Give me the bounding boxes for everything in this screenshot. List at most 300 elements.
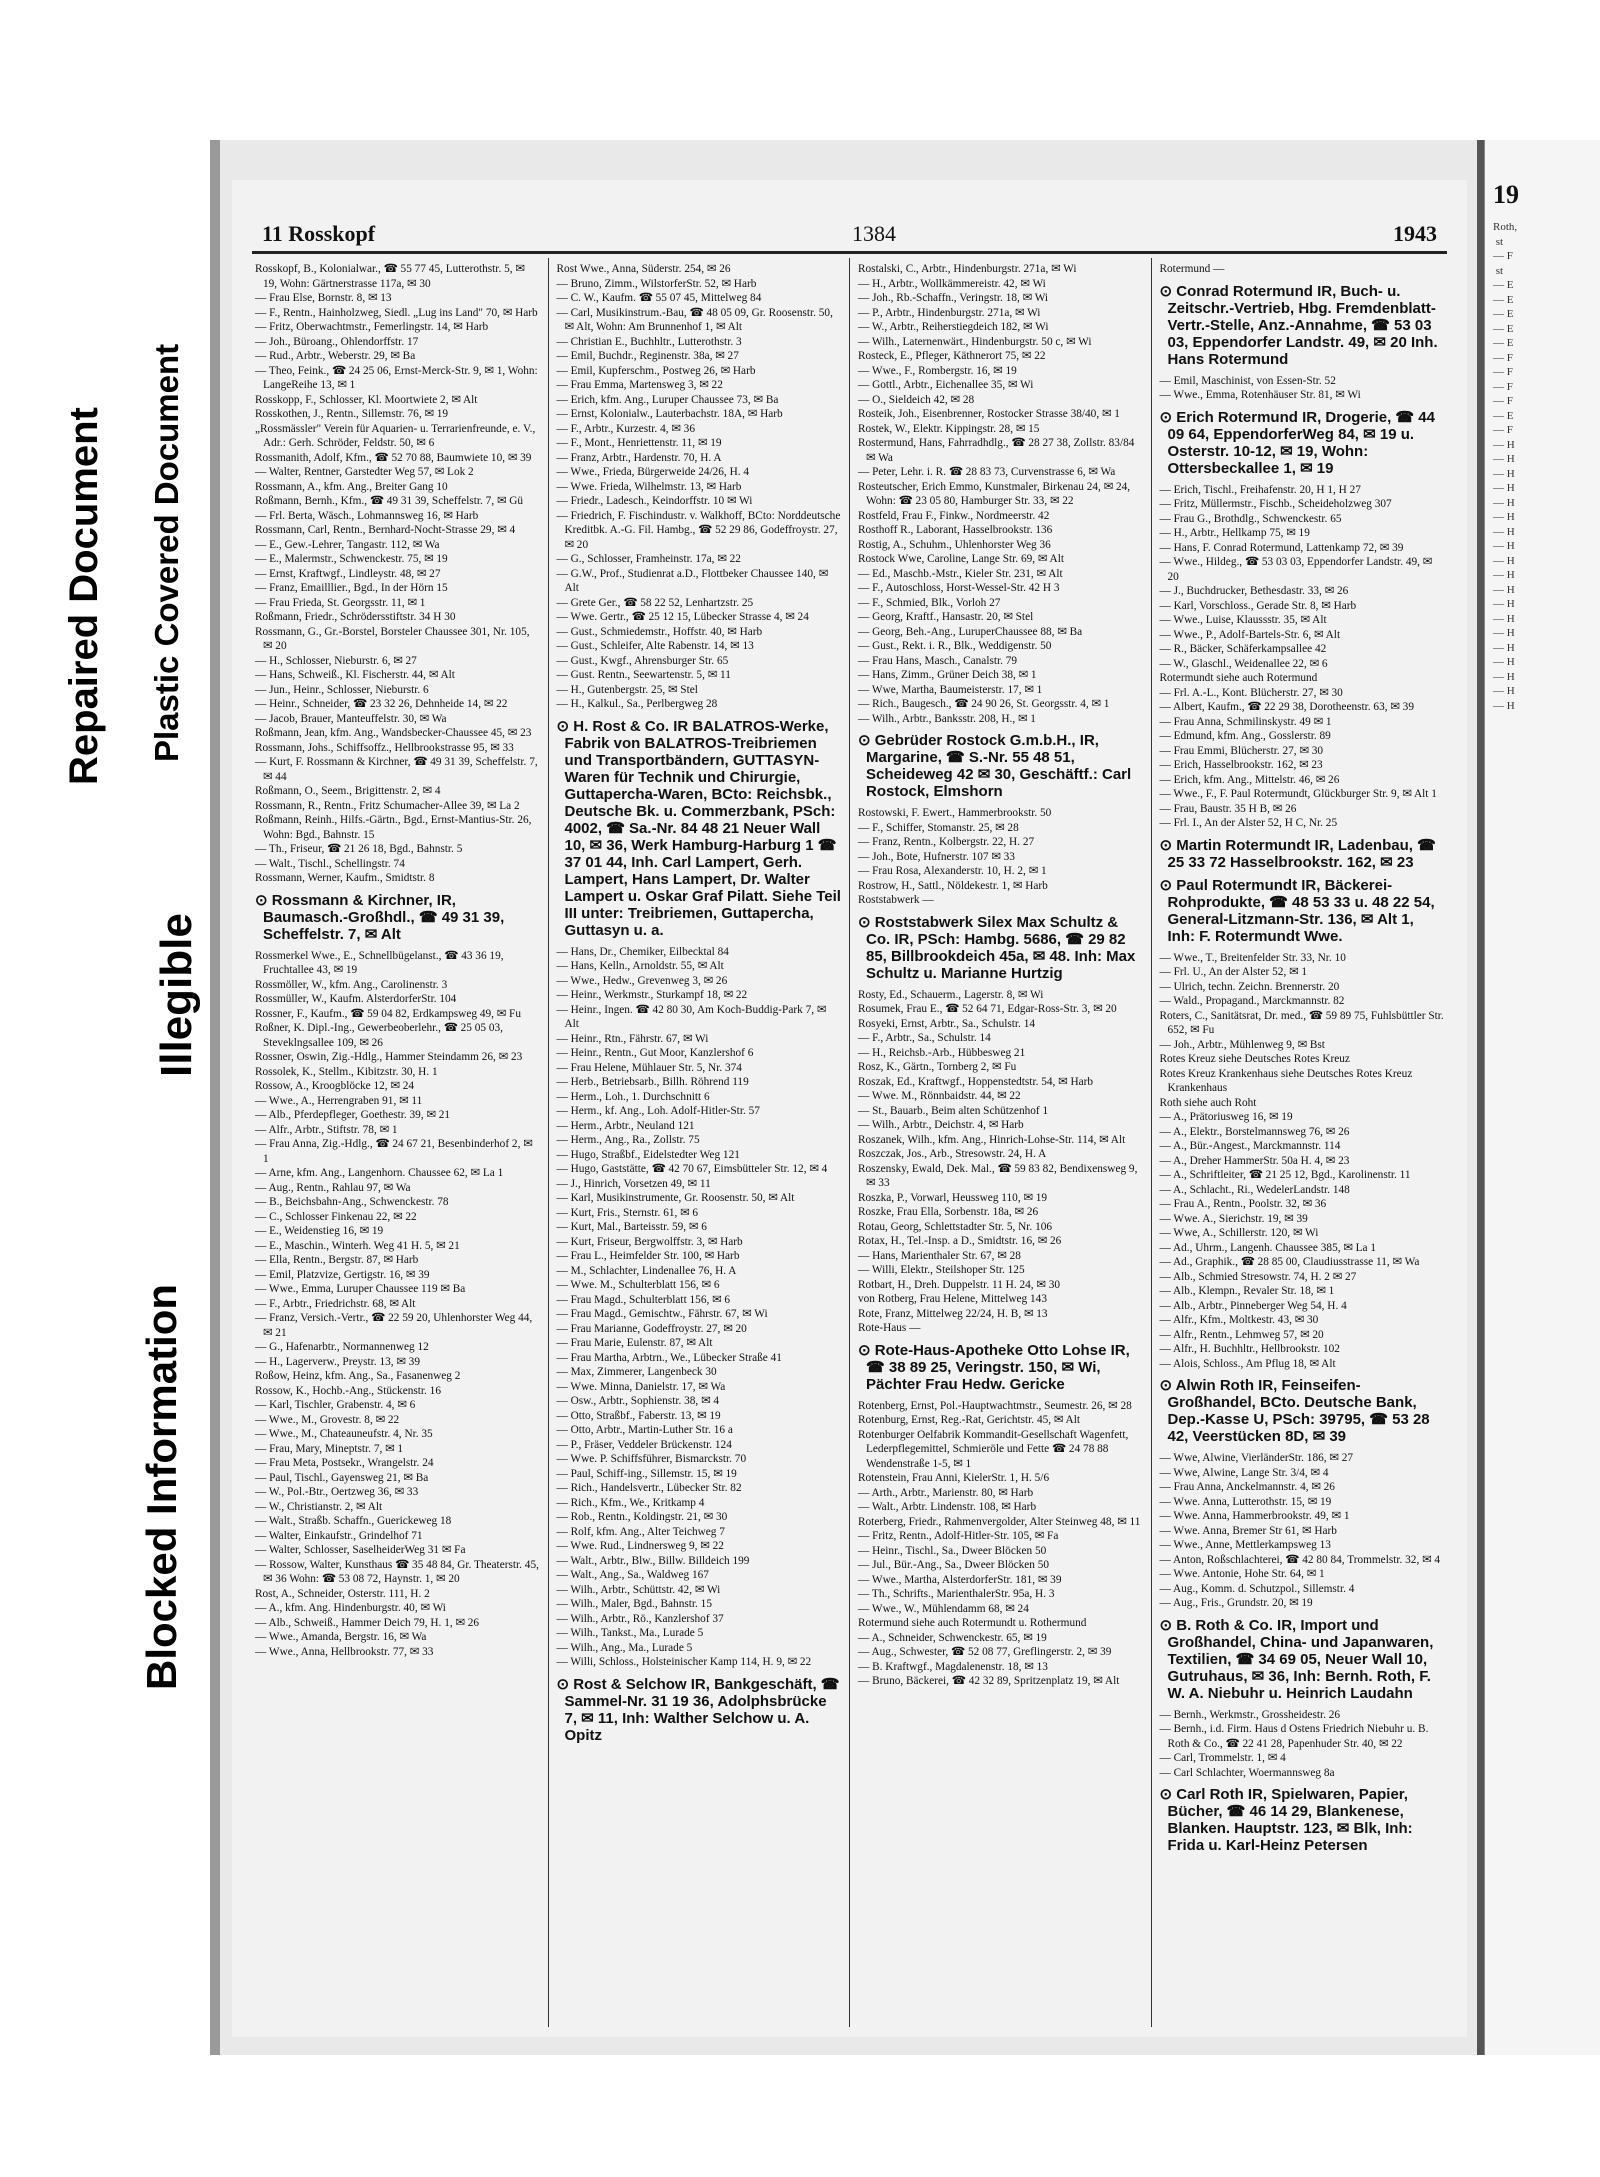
directory-entry: Rotenstein, Frau Anni, KielerStr. 1, H. 5/6 [858, 1472, 1050, 1484]
directory-entry: Rostowski, F. Ewert., Hammerbrookstr. 50 [858, 807, 1052, 819]
directory-entry: — Kurt, Mal., Barteisstr. 59, ✉ 6 [556, 1221, 707, 1233]
directory-entry: — Alb., Schmied Stresowstr. 74, H. 2 ✉ 27 [1159, 1270, 1357, 1283]
directory-entry: Rossmüller, W., Kaufm. AlsterdorferStr. 104 [255, 993, 457, 1005]
directory-entry: — Wilh., Ang., Ma., Lurade 5 [556, 1641, 693, 1654]
directory-entry: — A., Schlacht., Ri., WedelerLandstr. 148 [1159, 1183, 1350, 1196]
directory-entry: — Heinr., Rtn., Fährstr. 67, ✉ Wi [556, 1032, 709, 1045]
directory-entry: — Frau Anna, Anckelmannstr. 4, ✉ 26 [1159, 1481, 1335, 1493]
directory-entry: ⊙ H. Rost & Co. IR BALATROS-Werke, Fabrik von BALATROS-Treibriemen und Transportbändern, GUTTASYN-Waren für Technik und Chirurgie, Guttapercha-Waren, BCto: Reichsbk., Deutsche Bk. u. Commerzbank, PSch: 4002, ☎ Sa.-Nr. 84 48 21 Neuer Wall 10, ✉ 36, Werk Hamburg-Harburg 1 ☎ 37 01 44, Inh. Carl Lampert, Gerh. Lampert, Hans Lampert, Dr. Walter Lampert u. Oskar Graf Pilatt. Siehe Teil III unter: Treibriemen, Guttapercha, Guttasyn u. a. [556, 717, 841, 939]
directory-entry: Rossmanith, Adolf, Kfm., ☎ 52 70 88, Baumwiete 10, ✉ 39 [255, 451, 532, 464]
directory-entry: — Wwe. Rud., Lindnersweg 9, ✉ 22 [556, 1540, 724, 1552]
directory-entry: — Wwe. Anna, Lutterothstr. 15, ✉ 19 [1159, 1495, 1332, 1508]
directory-entry: — Bruno, Zimm., WilstorferStr. 52, ✉ Harb [556, 277, 757, 290]
directory-entry: — Frau Magd., Gemischtw., Fährstr. 67, ✉ Wi [556, 1308, 768, 1320]
directory-entry: — Paul, Tischl., Gayensweg 21, ✉ Ba [255, 1471, 429, 1484]
header-year: 1943 [1393, 221, 1437, 246]
directory-entry: Roßner, K. Dipl.-Ing., Gewerbeoberlehr., ☎ 25 05 03, Steveklngsallee 109, ✉ 26 [255, 1022, 503, 1049]
directory-entry: — Otto, Straßbf., Faberstr. 13, ✉ 19 [556, 1409, 721, 1422]
directory-entry: — F., Arbtr., Friedrichstr. 68, ✉ Alt [255, 1297, 416, 1310]
directory-entry: — Frl. Berta, Wäsch., Lohmannsweg 16, ✉ Harb [255, 509, 479, 522]
directory-entry: — Franz, Arbtr., Hardenstr. 70, H. A [556, 451, 722, 464]
directory-entry: ⊙ Carl Roth IR, Spielwaren, Papier, Bücher, ☎ 46 14 29, Blankenese, Blanken. Hauptstr. 123, ✉ Blk, Inh: Frida u. Karl-Heinz Petersen [1159, 1786, 1413, 1854]
directory-entry: — Wwe., Hildeg., ☎ 53 03 03, Eppendorfer Landstr. 49, ✉ 20 [1159, 556, 1433, 583]
directory-entry: — E., Weidenstieg 16, ✉ 19 [255, 1225, 384, 1237]
directory-entry: — Wwe. Gertr., ☎ 25 12 15, Lübecker Strasse 4, ✉ 24 [556, 611, 809, 623]
directory-entry: — Wwe., Anna, Hellbrookstr. 77, ✉ 33 [255, 1645, 434, 1658]
directory-entry: Rosskopf, B., Kolonialwar., ☎ 55 77 45, Lutterothstr. 5, ✉ 19, Wohn: Gärtnerstrasse 117a, ✉ 30 [255, 263, 525, 290]
directory-entry: — Aug., Komm. d. Schutzpol., Sillemstr. 4 [1159, 1582, 1355, 1595]
directory-entry: — Peter, Lehr. i. R. ☎ 28 83 73, Curvenstrasse 6, ✉ Wa [858, 466, 1116, 478]
directory-entry: — J., Hinrich, Vorsetzen 49, ✉ 11 [556, 1177, 711, 1190]
directory-entry: — Karl, Musikinstrumente, Gr. Roosenstr. 50, ✉ Alt [556, 1192, 795, 1204]
directory-entry: — Willi, Elektr., Steilshoper Str. 125 [858, 1264, 1025, 1276]
directory-entry: — Wwe., P., Adolf-Bartels-Str. 6, ✉ Alt [1159, 628, 1341, 641]
directory-entry: — Frau Meta, Postsekr., Wrangelstr. 24 [255, 1457, 434, 1469]
directory-entry: — Rob., Rentn., Koldingstr. 21, ✉ 30 [556, 1511, 728, 1523]
directory-entry: Rosskothen, J., Rentn., Sillemstr. 76, ✉ 19 [255, 408, 449, 420]
directory-entry: — Wwe. Anna, Hammerbrookstr. 49, ✉ 1 [1159, 1510, 1350, 1522]
directory-entry: — Karl, Tischler, Grabenstr. 4, ✉ 6 [255, 1399, 416, 1411]
directory-entry: — Theo, Feink., ☎ 24 25 06, Ernst-Merck-Str. 9, ✉ 1, Wohn: LangeReihe 13, ✉ 1 [255, 364, 538, 391]
directory-entry: Rosz, K., Gärtn., Tornberg 2, ✉ Fu [858, 1061, 1017, 1073]
directory-entry: — Frau Anna, Schmilinskystr. 49 ✉ 1 [1159, 715, 1332, 728]
directory-entry: — Frau A., Rentn., Poolstr. 32, ✉ 36 [1159, 1198, 1327, 1210]
directory-entry: — Frau Marianne, Godeffroystr. 27, ✉ 20 [556, 1322, 747, 1335]
directory-entry: — Grete Ger., ☎ 58 22 52, Lenhartzstr. 25 [556, 596, 754, 609]
label-plastic-covered-document: Plastic Covered Document [148, 343, 185, 762]
directory-entry: — Emil, Platzvize, Gertigstr. 16, ✉ 39 [255, 1268, 430, 1281]
directory-entry: — Wwe, Alwine, VierländerStr. 186, ✉ 27 [1159, 1452, 1353, 1464]
adjacent-page-edge [1484, 140, 1600, 2055]
directory-entry: — Franz, Rentn., Kolbergstr. 22, H. 27 [858, 836, 1035, 848]
entry-columns [247, 258, 1452, 2027]
directory-entry: — Wwe., Luise, Klaussstr. 35, ✉ Alt [1159, 614, 1327, 626]
directory-entry: — Erich, kfm. Ang., Mittelstr. 46, ✉ 26 [1159, 773, 1340, 786]
directory-entry: — Frau, Baustr. 35 H B, ✉ 26 [1159, 802, 1297, 815]
directory-entry: — Wilh., Arbtr., Deichstr. 4, ✉ Harb [858, 1119, 1024, 1131]
directory-entry: — Frau L., Heimfelder Str. 100, ✉ Harb [556, 1250, 740, 1262]
directory-entry: Rosty, Ed., Schauerm., Lagerstr. 8, ✉ Wi [858, 988, 1044, 1001]
directory-entry: — Hans, Zimm., Grüner Deich 38, ✉ 1 [858, 669, 1037, 681]
directory-entry: — Georg, Kraftf., Hansastr. 20, ✉ Stel [858, 611, 1034, 623]
directory-entry: Roßmann, O., Seem., Brigittenstr. 2, ✉ 4 [255, 785, 441, 797]
directory-entry: — A., kfm. Ang. Hindenburgstr. 40, ✉ Wi [255, 1602, 446, 1614]
directory-entry: — Heinr., Ingen. ☎ 42 80 30, Am Koch-Buddig-Park 7, ✉ Alt [556, 1003, 827, 1030]
directory-entry: — A., Dreher HammerStr. 50a H. 4, ✉ 23 [1159, 1154, 1350, 1167]
directory-entry: — R., Bäcker, Schäferkampsallee 42 [1159, 643, 1327, 655]
directory-entry: — W., Christianstr. 2, ✉ Alt [255, 1500, 383, 1513]
directory-entry: — Frau Martha, Arbtrn., We., Lübecker Straße 41 [556, 1351, 782, 1364]
directory-entry: — Frau Magd., Schulterblatt 156, ✉ 6 [556, 1293, 731, 1306]
directory-entry: ⊙ Conrad Rotermund IR, Buch- u. Zeitschr.-Vertrieb, Hbg. Fremdenblatt-Vertr.-Stelle, Anz.-Annahme, ☎ 53 03 03, Eppendorfer Landstr. 49, ✉ 20 Inh. Hans Rotermund [1159, 282, 1438, 368]
column-3 [850, 258, 1152, 2027]
directory-entry: — Ad., Uhrm., Langenh. Chaussee 385, ✉ La 1 [1159, 1241, 1377, 1254]
directory-entry: — Walter, Einkaufstr., Grindelhof 71 [255, 1529, 423, 1542]
label-illegible: Illegible [152, 913, 201, 1077]
directory-entry: — G.W., Prof., Studienrat a.D., Flottbeker Chaussee 140, ✉ Alt [556, 567, 829, 594]
directory-entry: Rost Wwe., Anna, Süderstr. 254, ✉ 26 [556, 263, 731, 275]
directory-entry: — Aug., Fris., Grundstr. 20, ✉ 19 [1159, 1597, 1313, 1609]
directory-entry: — Frl. A.-L., Kont. Blücherstr. 27, ✉ 30 [1159, 686, 1343, 699]
directory-entry: — J., Buchdrucker, Bethesdastr. 33, ✉ 26 [1159, 585, 1349, 597]
directory-entry: — Wwe., F., F. Paul Rotermundt, Glückburger Str. 9, ✉ Alt 1 [1159, 788, 1437, 800]
directory-entry: — A., Prätoriusweg 16, ✉ 19 [1159, 1111, 1293, 1123]
directory-entry: — Osw., Arbtr., Sophienstr. 38, ✉ 4 [556, 1395, 720, 1407]
directory-entry: — Wwe., Emma, Luruper Chaussee 119 ✉ Ba [255, 1283, 466, 1295]
directory-entry: — Emil, Maschinist, von Essen-Str. 52 [1159, 374, 1336, 387]
directory-entry: — Alb., Klempn., Revaler Str. 18, ✉ 1 [1159, 1285, 1335, 1297]
page-sheet [232, 180, 1467, 2037]
directory-entry: — Ella, Rentn., Bergstr. 87, ✉ Harb [255, 1254, 419, 1266]
directory-entry: — Joh., Büroang., Ohlendorffstr. 17 [255, 335, 419, 348]
directory-entry: — Albert, Kaufm., ☎ 22 29 38, Dorotheenstr. 63, ✉ 39 [1159, 701, 1414, 713]
directory-entry: — B., Beichsbahn-Ang., Schwenckestr. 78 [255, 1196, 449, 1208]
adjacent-page-text: Roth, st — F st — E — E — E — E — E — F — F — F — F — E — F — H — H — H — H — H — H — H — H — H — H — H — H — H — H — H — H — H — H — H [1493, 221, 1518, 712]
directory-entry: — Alois, Schloss., Am Pflug 18, ✉ Alt [1159, 1357, 1336, 1370]
directory-entry: — Wwe., Anne, Mettlerkampsweg 13 [1159, 1539, 1331, 1551]
directory-entry: — Rossow, Walter, Kunsthaus ☎ 35 48 84, Gr. Theaterstr. 45, ✉ 36 Wohn: ☎ 53 08 72, Haynstr. 1, ✉ 20 [255, 1558, 539, 1585]
directory-entry: — F., Mont., Henriettenstr. 11, ✉ 19 [556, 437, 722, 449]
directory-entry: — A., Schriftleiter, ☎ 21 25 12, Bgd., Karolinenstr. 11 [1159, 1169, 1411, 1181]
directory-entry: — Rich., Handelsvertr., Lübecker Str. 82 [556, 1482, 742, 1494]
directory-entry: — Wwe. M., Schulterblatt 156, ✉ 6 [556, 1279, 720, 1291]
directory-entry: — Erich, Hasselbrookstr. 162, ✉ 23 [1159, 759, 1323, 771]
column-1 [247, 258, 549, 2027]
directory-entry: Rosteik, Joh., Eisenbrenner, Rostocker Strasse 38/40, ✉ 1 [858, 408, 1120, 420]
directory-entry: Rossow, A., Kroogblöcke 12, ✉ 24 [255, 1080, 415, 1092]
directory-entry: — Friedrich, F. Fischindustr. v. Walkhoff, BCto: Norddeutsche Kreditbk. A.-G. Fil. Hambg., ☎ 52 29 86, Godeffroystr. 27, ✉ 20 [556, 509, 841, 551]
directory-entry: — Kurt, F. Rossmann & Kirchner, ☎ 49 31 39, Scheffelstr. 7, ✉ 44 [255, 756, 538, 783]
directory-entry: — Alfr., Kfm., Moltkestr. 43, ✉ 30 [1159, 1314, 1319, 1326]
directory-entry: — Ed., Maschb.-Mstr., Kieler Str. 231, ✉ Alt [858, 567, 1063, 580]
directory-entry: — Wwe. Minna, Danielstr. 17, ✉ Wa [556, 1380, 726, 1393]
directory-entry: Rosumek, Frau E., ☎ 52 64 71, Edgar-Ross-Str. 3, ✉ 20 [858, 1003, 1117, 1015]
directory-entry: Roststabwerk — [858, 894, 934, 906]
directory-entry: — Walt., Arbtr., Blw., Billw. Billdeich 199 [556, 1554, 750, 1567]
directory-entry: Roszak, Ed., Kraftwgf., Hoppenstedtstr. 54, ✉ Harb [858, 1075, 1094, 1088]
directory-entry: — Heinr., Werkmstr., Sturkampf 18, ✉ 22 [556, 989, 748, 1001]
directory-entry: — St., Bauarb., Beim alten Schützenhof 1 [858, 1104, 1049, 1117]
directory-entry: — Arth., Arbtr., Marienstr. 80, ✉ Harb [858, 1486, 1034, 1499]
directory-entry: Rostrow, H., Sattl., Nöldekestr. 1, ✉ Harb [858, 879, 1048, 892]
directory-entry: — Frl. I., An der Alster 52, H C, Nr. 25 [1159, 817, 1338, 829]
directory-entry: — Gust., Schleifer, Alte Rabenstr. 14, ✉ 13 [556, 640, 754, 652]
directory-entry: Roszka, P., Vorwarl, Heussweg 110, ✉ 19 [858, 1191, 1048, 1204]
directory-entry: Roters, C., Sanitätsrat, Dr. med., ☎ 59 89 75, Fuhlsbüttler Str. 652, ✉ Fu [1159, 1009, 1444, 1036]
directory-entry: Rote, Franz, Mittelweg 22/24, H. B, ✉ 13 [858, 1307, 1048, 1320]
directory-entry: ⊙ Gebrüder Rostock G.m.b.H., IR, Margarine, ☎ S.-Nr. 55 48 51, Scheideweg 42 ✉ 30, Geschäftf.: Carl Rostock, Elmshorn [858, 732, 1132, 800]
directory-entry: — Wwe. P. Schiffsführer, Bismarckstr. 70 [556, 1453, 747, 1465]
directory-entry: — Heinr., Tischl., Sa., Dweer Blöcken 50 [858, 1544, 1047, 1557]
directory-entry: Roth siehe auch Roht [1159, 1096, 1257, 1109]
directory-entry: — G., Hafenarbtr., Normannenweg 12 [255, 1341, 429, 1353]
directory-entry: — Frau Else, Bornstr. 8, ✉ 13 [255, 292, 392, 304]
directory-entry: Rotenburg, Ernst, Reg.-Rat, Gerichtstr. 45, ✉ Alt [858, 1414, 1080, 1426]
directory-entry: — Walt., Arbtr. Lindenstr. 108, ✉ Harb [858, 1501, 1037, 1513]
directory-entry: — Wwe, Alwine, Lange Str. 3/4, ✉ 4 [1159, 1466, 1329, 1479]
directory-entry: — H., Lagerverw., Preystr. 13, ✉ 39 [255, 1355, 420, 1368]
directory-entry: Rotenburger Oelfabrik Kommandit-Gesellschaft Wagenfett, Lederpflegemittel, Schmieröle und Fette ☎ 24 78 88 Wendenstraße 1-5, ✉ 1 [858, 1428, 1129, 1470]
directory-entry: — Heinr., Rentn., Gut Moor, Kanzlershof 6 [556, 1047, 754, 1059]
directory-entry: — Rolf, kfm. Ang., Alter Teichweg 7 [556, 1525, 725, 1538]
directory-entry: — Ad., Graphik., ☎ 28 85 00, Claudiusstrasse 11, ✉ Wa [1159, 1256, 1420, 1268]
directory-entry: Rostock Wwe, Caroline, Lange Str. 69, ✉ Alt [858, 553, 1064, 565]
directory-entry: — Alfr., H. Buchhltr., Hellbrookstr. 102 [1159, 1343, 1340, 1355]
directory-entry: Rostfeld, Frau F., Finkw., Nordmeerstr. 42 [858, 509, 1050, 522]
directory-entry: — O., Sieldeich 42, ✉ 28 [858, 393, 975, 406]
directory-entry: — Frau Emmi, Blücherstr. 27, ✉ 30 [1159, 744, 1324, 757]
directory-entry: — Walt., Straßb. Schaffn., Guerickeweg 18 [255, 1515, 452, 1527]
directory-entry: Rossow, K., Hochb.-Ang., Stückenstr. 16 [255, 1384, 441, 1397]
directory-entry: — Aug., Schwester, ☎ 52 08 77, Greflingerstr. 2, ✉ 39 [858, 1646, 1112, 1658]
directory-entry: — Bernh., Werkmstr., Grossheidestr. 26 [1159, 1708, 1341, 1721]
directory-entry: — Alb., Schweiß., Hammer Deich 79, H. 1, ✉ 26 [255, 1616, 480, 1629]
page-header [252, 215, 1447, 254]
directory-entry: — Frau Emma, Martensweg 3, ✉ 22 [556, 379, 723, 391]
directory-entry: Rotenberg, Ernst, Pol.-Hauptwachtmstr., Seumestr. 26, ✉ 28 [858, 1399, 1132, 1412]
directory-entry: — Bruno, Bäckerei, ☎ 42 32 89, Spritzenplatz 19, ✉ Alt [858, 1675, 1120, 1687]
directory-entry: — H., Arbtr., Wollkämmereistr. 42, ✉ Wi [858, 277, 1046, 290]
directory-entry: — W., Arbtr., Reiherstiegdeich 182, ✉ Wi [858, 321, 1049, 333]
directory-entry: — Gust., Kwgf., Ahrensburger Str. 65 [556, 654, 729, 667]
directory-entry: — Gust., Rekt. i. R., Blk., Weddigenstr. 50 [858, 640, 1052, 652]
directory-entry: ⊙ Rote-Haus-Apotheke Otto Lohse IR, ☎ 38 89 25, Veringstr. 150, ✉ Wi, Pächter Frau Hedw. Gericke [858, 1341, 1130, 1393]
directory-entry: — Carl Schlachter, Woermannsweg 8a [1159, 1766, 1335, 1779]
directory-entry: — Alb., Arbtr., Pinneberger Weg 54, H. 4 [1159, 1299, 1347, 1312]
directory-entry: — Wilh., Arbtr., Rö., Kanzlershof 37 [556, 1612, 724, 1625]
directory-entry: — Herm., Loh., 1. Durchschnitt 6 [556, 1090, 710, 1103]
directory-entry: — Wwe., M., Grovestr. 8, ✉ 22 [255, 1413, 400, 1426]
directory-entry: — F., Autoschloss, Horst-Wessel-Str. 42 H 3 [858, 582, 1060, 594]
directory-entry: — A., Bür.-Angest., Marckmannstr. 114 [1159, 1140, 1341, 1152]
directory-entry: — F., Arbtr., Kurzestr. 4, ✉ 36 [556, 422, 695, 435]
directory-entry: Rotermundt siehe auch Rotermund [1159, 672, 1318, 684]
directory-entry: — Gottl., Arbtr., Eichenallee 35, ✉ Wi [858, 379, 1034, 391]
directory-entry: — Alfr., Rentn., Lehmweg 57, ✉ 20 [1159, 1328, 1324, 1341]
directory-entry: — Emil, Buchdr., Reginenstr. 38a, ✉ 27 [556, 350, 739, 362]
directory-entry: — E., Malermstr., Schwenckestr. 75, ✉ 19 [255, 553, 448, 565]
column-2 [549, 258, 851, 2027]
directory-entry: — Arne, kfm. Ang., Langenhorn. Chaussee 62, ✉ La 1 [255, 1167, 504, 1179]
page-number: 1384 [852, 221, 896, 246]
directory-entry: — Fritz, Müllermstr., Fischb., Scheideholzweg 307 [1159, 498, 1392, 510]
directory-page [210, 140, 1485, 2055]
directory-entry: — Th., Friseur, ☎ 21 26 18, Bgd., Bahnstr. 5 [255, 843, 463, 855]
directory-entry: — Herm., Arbtr., Neuland 121 [556, 1119, 695, 1132]
directory-entry: — Wilh., Arbtr., Banksstr. 208, H., ✉ 1 [858, 712, 1036, 725]
directory-entry: — Wwe. Frieda, Wilhelmstr. 13, ✉ Harb [556, 480, 742, 493]
directory-entry: — Wwe. M., Rönnbaidstr. 44, ✉ 22 [858, 1090, 1021, 1102]
directory-entry: ⊙ Rossmann & Kirchner, IR, Baumasch.-Großhdl., ☎ 49 31 39, Scheffelstr. 7, ✉ Alt [255, 891, 505, 943]
directory-entry: — Herb., Betriebsarb., Billh. Röhrend 119 [556, 1076, 749, 1088]
directory-entry: — Rud., Arbtr., Weberstr. 29, ✉ Ba [255, 350, 416, 362]
directory-entry: — C., Schlosser Finkenau 22, ✉ 22 [255, 1210, 417, 1223]
directory-entry: — Walter, Rentner, Garstedter Weg 57, ✉ Lok 2 [255, 466, 474, 478]
directory-entry: Rossmann, Johs., Schiffsoffz., Hellbrookstrasse 95, ✉ 33 [255, 741, 514, 754]
directory-entry: — Frau Hans, Masch., Canalstr. 79 [858, 654, 1018, 667]
directory-entry: — F., Schmied, Blk., Vorloh 27 [858, 596, 1001, 609]
directory-entry: — Alb., Pferdepfleger, Goethestr. 39, ✉ 21 [255, 1109, 451, 1121]
directory-entry: — Karl, Vorschloss., Gerade Str. 8, ✉ Harb [1159, 599, 1357, 612]
directory-entry: — Frl. U., An der Alster 52, ✉ 1 [1159, 966, 1308, 978]
directory-entry: Roßmann, Jean, kfm. Ang., Wandsbecker-Chaussee 45, ✉ 23 [255, 727, 532, 739]
directory-entry: Rotes Kreuz Krankenhaus siehe Deutsches Rotes Kreuz Krankenhaus [1159, 1067, 1413, 1094]
directory-entry: — Gust. Rentn., Seewartenstr. 5, ✉ 11 [556, 669, 731, 681]
directory-entry: — F., Schiffer, Stomanstr. 25, ✉ 28 [858, 821, 1019, 834]
directory-entry: — Frau Frieda, St. Georgsstr. 11, ✉ 1 [255, 596, 426, 609]
directory-entry: Rossmöller, W., kfm. Ang., Carolinenstr. 3 [255, 978, 448, 991]
directory-entry: — Ernst, Kraftwgf., Lindleystr. 48, ✉ 27 [255, 567, 441, 580]
directory-entry: — Wwe., Amanda, Bergstr. 16, ✉ Wa [255, 1631, 427, 1643]
directory-entry: — Joh., Rb.-Schaffn., Veringstr. 18, ✉ Wi [858, 292, 1049, 304]
directory-entry: — Georg, Beh.-Ang., LuruperChaussee 88, ✉ Ba [858, 625, 1083, 638]
directory-entry: von Rotberg, Frau Helene, Mittelweg 143 [858, 1293, 1047, 1305]
directory-entry: — Joh., Arbtr., Mühlenweg 9, ✉ Bst [1159, 1038, 1325, 1051]
directory-entry: Roszczak, Jos., Arb., Stresowstr. 24, H. A [858, 1148, 1047, 1160]
directory-entry: — Wald., Propagand., Marckmannstr. 82 [1159, 995, 1345, 1007]
directory-entry: — B. Kraftwgf., Magdalenenstr. 18, ✉ 13 [858, 1660, 1048, 1673]
directory-entry: „Rossmässler" Verein für Aquarien- u. Terrarienfreunde, e. V., Adr.: Gerh. Schröder, Feldstr. 50, ✉ 6 [255, 422, 536, 449]
directory-entry: — Max, Zimmerer, Langenbeck 30 [556, 1366, 717, 1378]
directory-entry: — Ulrich, techn. Zeichn. Brennerstr. 20 [1159, 980, 1340, 993]
directory-entry: — Franz, Versich.-Vertr., ☎ 22 59 20, Uhlenhorster Weg 44, ✉ 21 [255, 1312, 533, 1339]
directory-entry: — Ernst, Kolonialw., Lauterbachstr. 18A, ✉ Harb [556, 408, 783, 420]
directory-entry: — A., Schneider, Schwenckestr. 65, ✉ 19 [858, 1631, 1047, 1644]
directory-entry: — Herm., Ang., Ra., Zollstr. 75 [556, 1134, 700, 1146]
directory-entry: — Christian E., Buchhltr., Lutterothstr. 3 [556, 335, 742, 348]
directory-entry: — C. W., Kaufm. ☎ 55 07 45, Mittelweg 84 [556, 292, 762, 304]
directory-entry: — Bernh., i.d. Firm. Haus d Ostens Friedrich Niebuhr u. B. Roth & Co., ☎ 22 41 28, Papenhuder Str. 40, ✉ 22 [1159, 1723, 1429, 1750]
directory-entry: — Walt., Ang., Sa., Waldweg 167 [556, 1569, 709, 1581]
directory-entry: — E., Maschin., Winterh. Weg 41 H. 5, ✉ 21 [255, 1239, 460, 1252]
directory-entry: — E., Gew.-Lehrer, Tangastr. 112, ✉ Wa [255, 538, 440, 551]
directory-entry: — Hans, Dr., Chemiker, Eilbecktal 84 [556, 945, 729, 958]
directory-entry: — Jacob, Brauer, Manteuffelstr. 30, ✉ Wa [255, 712, 447, 725]
directory-entry: Roszke, Frau Ella, Sorbenstr. 18a, ✉ 26 [858, 1206, 1039, 1218]
column-4 [1152, 258, 1453, 2027]
directory-entry: Rossmann, Carl, Rentn., Bernhard-Nocht-Strasse 29, ✉ 4 [255, 524, 516, 536]
directory-entry: — Frau, Mary, Mineptstr. 7, ✉ 1 [255, 1442, 404, 1455]
directory-entry: Roßmann, Reinh., Hilfs.-Gärtn., Bgd., Ernst-Mantius-Str. 26, Wohn: Bgd., Bahnstr. 15 [255, 814, 532, 841]
directory-entry: — W., Pol.-Btr., Oertzweg 36, ✉ 33 [255, 1486, 419, 1498]
directory-entry: — Wwe. A., Sierichstr. 19, ✉ 39 [1159, 1212, 1308, 1225]
directory-entry: — H., Kalkul., Sa., Perlbergweg 28 [556, 698, 718, 710]
directory-entry: Roßow, Heinz, kfm. Ang., Sa., Fasanenweg 2 [255, 1370, 461, 1382]
directory-entry: — Willi, Schloss., Holsteinischer Kamp 114, H. 9, ✉ 22 [556, 1656, 812, 1668]
directory-entry: — Wilh., Maler, Bgd., Bahnstr. 15 [556, 1598, 712, 1610]
directory-entry: — Emil, Kupferschm., Postweg 26, ✉ Harb [556, 364, 756, 377]
directory-entry: — H., Arbtr., Hellkamp 75, ✉ 19 [1159, 527, 1310, 539]
directory-entry: — Erich, Tischl., Freihafenstr. 20, H 1, H 27 [1159, 483, 1361, 496]
directory-entry: — Wwe, Martha, Baumeisterstr. 17, ✉ 1 [858, 683, 1043, 696]
directory-entry: Rotermund siehe auch Rotermundt u. Rothermund [858, 1617, 1087, 1629]
directory-entry: — P., Fräser, Veddeler Brückenstr. 124 [556, 1438, 732, 1451]
directory-entry: Rosyeki, Ernst, Arbtr., Sa., Schulstr. 14 [858, 1017, 1035, 1030]
directory-entry: Rote-Haus — [858, 1322, 921, 1334]
directory-entry: ⊙ Roststabwerk Silex Max Schultz & Co. IR, PSch: Hambg. 5686, ☎ 29 82 85, Billbrookdeich 45a, ✉ 48. Inh: Max Schultz u. Marianne Hurtzig [858, 913, 1136, 982]
directory-entry: — Herm., kf. Ang., Loh. Adolf-Hitler-Str. 57 [556, 1105, 760, 1117]
directory-entry: — Frau Helene, Mühlauer Str. 5, Nr. 374 [556, 1061, 742, 1074]
directory-entry: — Frau Rosa, Alexanderstr. 10, H. 2, ✉ 1 [858, 865, 1047, 877]
directory-entry: Roßmann, Bernh., Kfm., ☎ 49 31 39, Scheffelstr. 7, ✉ Gü [255, 495, 524, 507]
directory-entry: Rosteck, E., Pfleger, Käthnerort 75, ✉ 22 [858, 350, 1046, 362]
directory-entry: — Fritz, Rentn., Adolf-Hitler-Str. 105, ✉ Fa [858, 1530, 1059, 1542]
directory-entry: Rossmerkel Wwe., E., Schnellbügelanst., ☎ 43 36 19, Fruchtallee 43, ✉ 19 [255, 949, 504, 976]
directory-entry: Roterberg, Friedr., Rahmenvergolder, Alter Steinweg 48, ✉ 11 [858, 1515, 1141, 1528]
directory-entry: — Wilh., Arbtr., Schüttstr. 42, ✉ Wi [556, 1583, 721, 1596]
directory-entry: — Edmund, kfm. Ang., Gosslerstr. 89 [1159, 730, 1331, 742]
directory-entry: — Th., Schrifts., MarienthalerStr. 95a, H. 3 [858, 1588, 1055, 1600]
directory-entry: Roszanek, Wilh., kfm. Ang., Hinrich-Lohse-Str. 114, ✉ Alt [858, 1133, 1126, 1146]
directory-entry: — Wwe. Anna, Bremer Str 61, ✉ Harb [1159, 1524, 1337, 1537]
directory-entry: — Wwe., M., Chateauneufstr. 4, Nr. 35 [255, 1428, 433, 1440]
directory-entry: — Wwe., Emma, Rotenhäuser Str. 81, ✉ Wi [1159, 389, 1361, 401]
directory-entry: — Joh., Bote, Hufnerstr. 107 ✉ 33 [858, 850, 1015, 863]
directory-entry: Rossner, Oswin, Zig.-Hdlg., Hammer Steindamm 26, ✉ 23 [255, 1051, 523, 1063]
directory-entry: Rossolek, K., Stellm., Kibitzstr. 30, H. 1 [255, 1065, 438, 1078]
directory-entry: — F., Arbtr., Sa., Schulstr. 14 [858, 1032, 991, 1044]
directory-entry: Rossmann, A., kfm. Ang., Breiter Gang 10 [255, 480, 448, 493]
directory-entry: — Hans, F. Conrad Rotermund, Lattenkamp 72, ✉ 39 [1159, 541, 1404, 554]
directory-entry: Rotau, Georg, Schlettstadter Str. 5, Nr. 106 [858, 1220, 1053, 1233]
label-repaired-document: Repaired Document [62, 407, 106, 785]
directory-entry: ⊙ Alwin Roth IR, Feinseifen-Großhandel, BCto. Deutsche Bank, Dep.-Kasse U, PSch: 39795, ☎ 53 28 42, Veerstücken 8D, ✉ 39 [1159, 1377, 1430, 1445]
directory-entry: Rossner, F., Kaufm., ☎ 59 04 82, Erdkampsweg 49, ✉ Fu [255, 1007, 521, 1020]
directory-entry: — F., Rentn., Hainholzweg, Siedl. „Lug ins Land" 70, ✉ Harb [255, 306, 538, 319]
directory-entry: Rotes Kreuz siehe Deutsches Rotes Kreuz [1159, 1053, 1350, 1065]
directory-entry: — Erich, kfm. Ang., Luruper Chaussee 73, ✉ Ba [556, 393, 779, 406]
directory-entry: — Wilh., Tankst., Ma., Lurade 5 [556, 1627, 704, 1639]
directory-entry: — Gust., Schmiedemstr., Hoffstr. 40, ✉ Harb [556, 625, 763, 638]
directory-entry: Rosteutscher, Erich Emmo, Kunstmaler, Birkenau 24, ✉ 24, Wohn: ☎ 23 05 80, Hamburger Str. 33, ✉ 22 [858, 480, 1131, 507]
side-labels [0, 0, 210, 2177]
directory-entry: — W., Glaschl., Weidenallee 22, ✉ 6 [1159, 657, 1328, 670]
directory-entry: Rotax, H., Tel.-Insp. a D., Smidtstr. 16, ✉ 26 [858, 1235, 1062, 1247]
label-blocked-information: Blocked Information [138, 1283, 185, 1690]
directory-entry: — Hans, Kelln., Arnoldstr. 55, ✉ Alt [556, 960, 724, 972]
directory-entry: ⊙ Paul Rotermundt IR, Bäckerei-Rohprodukte, ☎ 48 53 33 u. 48 22 54, General-Litzmann-Str. 136, ✉ Alt 1, Inh: F. Rotermundt Wwe. [1159, 876, 1435, 945]
directory-entry: ⊙ Erich Rotermund IR, Drogerie, ☎ 44 09 64, EppendorferWeg 84, ✉ 19 u. Osterstr. 10-12, ✉ 19, Wohn: Ottersbeckallee 1, ✉ 19 [1159, 408, 1435, 477]
directory-entry: — Alfr., Arbtr., Stiftstr. 78, ✉ 1 [255, 1123, 398, 1136]
directory-entry: — Rich., Baugesch., ☎ 24 90 26, St. Georgsstr. 4, ✉ 1 [858, 698, 1110, 710]
directory-entry: — Jul., Bür.-Ang., Sa., Dweer Blöcken 50 [858, 1559, 1050, 1571]
directory-entry: — Wwe, A., Schillerstr. 120, ✉ Wi [1159, 1227, 1319, 1239]
directory-entry: Rostermund, Hans, Fahrradhdlg., ☎ 28 27 38, Zollstr. 83/84 ✉ Wa [858, 437, 1135, 464]
directory-entry: — Wwe., W., Mühlendamm 68, ✉ 24 [858, 1602, 1029, 1615]
directory-entry: — Fritz, Oberwachtmstr., Femerlingstr. 14, ✉ Harb [255, 321, 489, 333]
directory-entry: — Wwe. Antonie, Hohe Str. 64, ✉ 1 [1159, 1568, 1325, 1580]
directory-entry: — Carl, Musikinstrum.-Bau, ☎ 48 05 09, Gr. Roosenstr. 50, ✉ Alt, Wohn: Am Brunnenhof 1, ✉ Alt [556, 306, 833, 333]
directory-entry: Rostek, W., Elektr. Kippingstr. 28, ✉ 15 [858, 422, 1040, 435]
directory-entry: Rosthoff R., Laborant, Hasselbrookstr. 136 [858, 524, 1053, 536]
directory-entry: — Hans, Marienthaler Str. 67, ✉ 28 [858, 1249, 1021, 1262]
directory-entry: — Friedr., Ladesch., Keindorffstr. 10 ✉ Wi [556, 495, 753, 507]
directory-entry: ⊙ Rost & Selchow IR, Bankgeschäft, ☎ Sammel-Nr. 31 19 36, Adolphsbrücke 7, ✉ 11, Inh: Walther Selchow u. A. Opitz [556, 1675, 840, 1744]
directory-entry: — P., Arbtr., Hindenburgstr. 271a, ✉ Wi [858, 306, 1041, 319]
adjacent-page-number: 19 [1493, 180, 1519, 209]
directory-entry: Roszensky, Ewald, Dek. Mal., ☎ 59 83 82, Bendixensweg 9, ✉ 33 [858, 1162, 1138, 1189]
directory-entry: Roßmann, Friedr., Schrödersstiftstr. 34 H 30 [255, 611, 456, 623]
directory-entry: — H., Schlosser, Nieburstr. 6, ✉ 27 [255, 654, 417, 667]
directory-entry: ⊙ Martin Rotermundt IR, Ladenbau, ☎ 25 33 72 Hasselbrookstr. 162, ✉ 23 [1159, 836, 1436, 871]
directory-entry: — M., Schlachter, Lindenallee 76, H. A [556, 1264, 737, 1277]
directory-entry: — Carl, Trommelstr. 1, ✉ 4 [1159, 1752, 1286, 1764]
directory-entry: — Frau G., Brothdlg., Schwenckestr. 65 [1159, 512, 1342, 525]
directory-entry: Rostig, A., Schuhm., Uhlenhorster Weg 36 [858, 538, 1051, 551]
directory-entry: — Franz, Emailllier., Bgd., In der Hörn 15 [255, 582, 448, 594]
directory-entry: — Wwe., Martha, AlsterdorferStr. 181, ✉ 39 [858, 1573, 1062, 1586]
directory-entry: Rossmann, R., Rentn., Fritz Schumacher-Allee 39, ✉ La 2 [255, 799, 520, 812]
